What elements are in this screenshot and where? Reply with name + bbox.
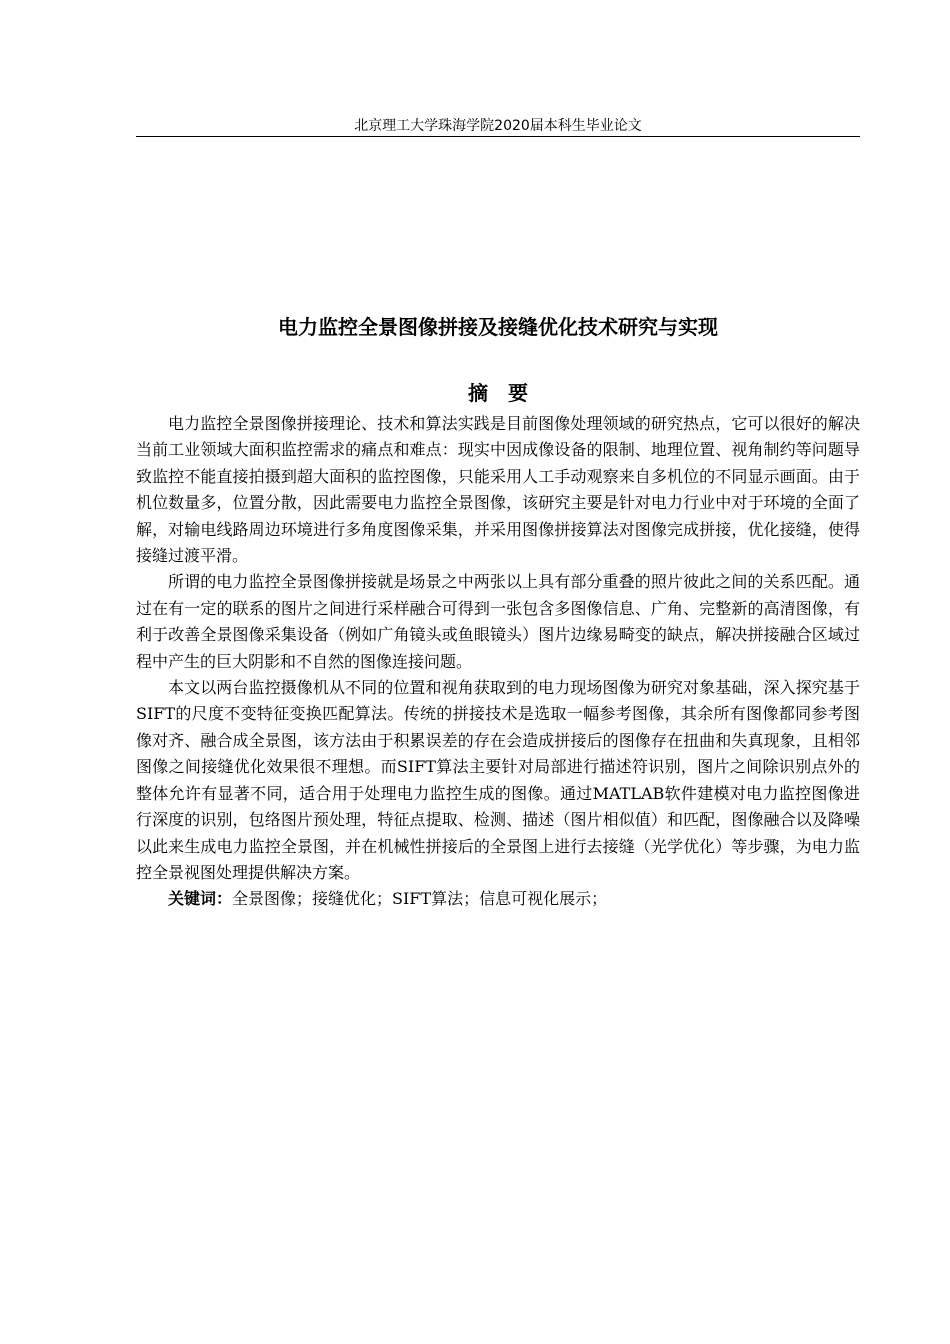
abstract-paragraph-3: 本文以两台监控摄像机从不同的位置和视角获取到的电力现场图像为研究对象基础，深入探究基于SIFT的尺度不变特征变换匹配算法。传统的拼接技术是选取一幅参考图像，其余所有图像都同参考图像对齐、融合成全景图，该方法由于积累误差的存在会造成拼接后的图像存在扭曲和失真现象，且相邻图像之间接缝优化效果很不理想。而SIFT算法主要针对局部进行描述符识别，图片之间除识别点外的整体允许有显著不同，适合用于处理电力监控生成的图像。通过MATLAB软件建模对电力监控图像进行深度的识别，包络图片预处理，特征点提取、检测、描述（图片相似值）和匹配，图像融合以及降噪以此来生成电力监控全景图，并在机械性拼接后的全景图上进行去接缝（光学优化）等步骤，为电力监控全景视图处理提供解决方案。 <box>136 678 860 882</box>
abstract-heading: 摘 要 <box>468 381 528 405</box>
abstract-body <box>136 411 860 913</box>
running-header <box>136 118 860 137</box>
abstract-paragraph-1: 电力监控全景图像拼接理论、技术和算法实践是目前图像处理领域的研究热点，它可以很好的解决当前工业领域大面积监控需求的痛点和难点：现实中因成像设备的限制、地理位置、视角制约等问题导致监控不能直接拍摄到超大面积的监控图像，只能采用人工手动观察来自多机位的不同显示画面。由于机位数量多，位置分散，因此需要电力监控全景图像，该研究主要是针对电力行业中对于环境的全面了解，对输电线路周边环境进行多角度图像采集，并采用图像拼接算法对图像完成拼接，优化接缝，使得接缝过渡平滑。 <box>136 414 860 566</box>
keywords-value: 全景图像；接缝优化；SIFT算法；信息可视化展示； <box>232 889 608 909</box>
keywords-label: 关键词： <box>168 889 233 909</box>
abstract-paragraph-2: 所谓的电力监控全景图像拼接就是场景之中两张以上具有部分重叠的照片彼此之间的关系匹配。通过在有一定的联系的图片之间进行采样融合可得到一张包含多图像信息、广角、完整新的高清图像，有利于改善全景图像采集设备（例如广角镜头或鱼眼镜头）图片边缘易畸变的缺点，解决拼接融合区域过程中产生的巨大阴影和不自然的图像连接问题。 <box>136 572 860 671</box>
keywords-line <box>136 886 860 912</box>
thesis-title: 电力监控全景图像拼接及接缝优化技术研究与实现 <box>278 315 718 339</box>
running-header-text: 北京理工大学珠海学院2020届本科生毕业论文 <box>354 118 642 134</box>
